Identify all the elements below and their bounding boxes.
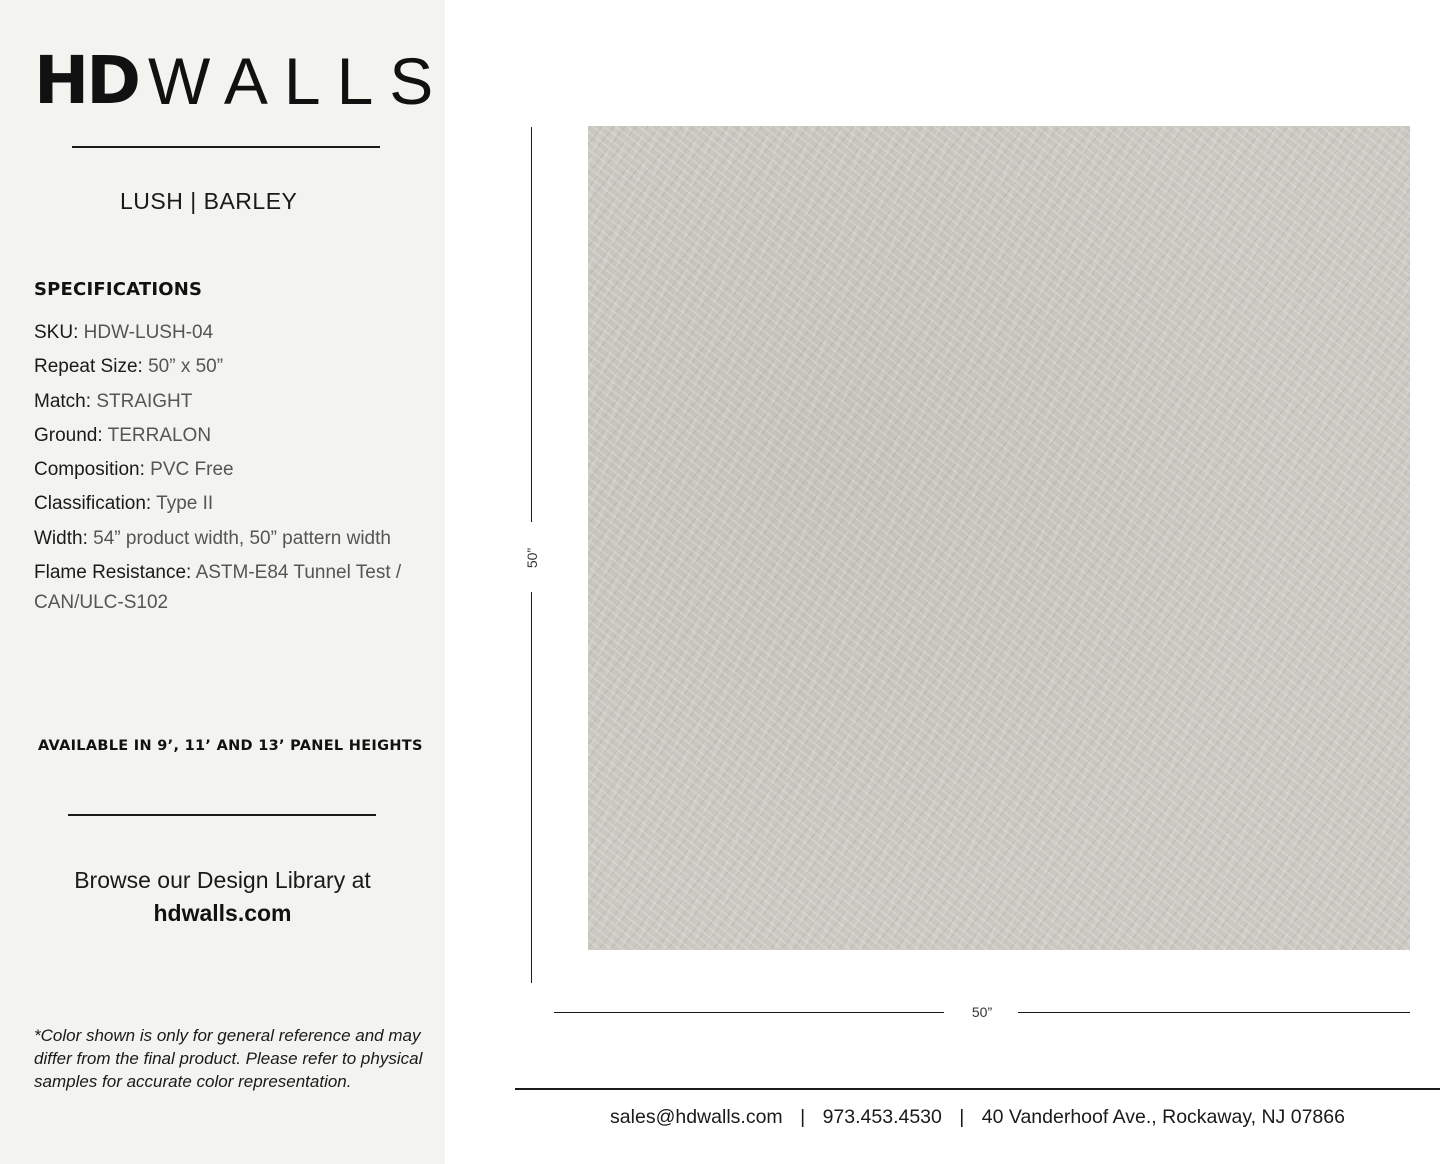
product-name: LUSH | BARLEY bbox=[120, 188, 298, 214]
browse-text: Browse our Design Library at bbox=[74, 867, 371, 893]
spec-value: ASTM-E84 Tunnel Test / CAN/ULC-S102 bbox=[34, 562, 402, 614]
spec-row-repeat-size bbox=[34, 352, 434, 386]
spec-row-composition bbox=[34, 455, 434, 489]
spec-value: Type II bbox=[156, 493, 214, 515]
spec-key: Width: bbox=[34, 527, 88, 549]
spec-key: Composition: bbox=[34, 459, 145, 481]
divider-middle bbox=[68, 814, 376, 816]
browse-library bbox=[0, 864, 445, 930]
spec-row-flame-resistance bbox=[34, 558, 434, 618]
spec-key: Flame Resistance: bbox=[34, 562, 192, 584]
contact-address: 40 Vanderhoof Ave., Rockaway, NJ 07866 bbox=[981, 1106, 1345, 1128]
footer-separator: | bbox=[959, 1106, 965, 1128]
contact-phone[interactable]: 973.453.4530 bbox=[822, 1106, 942, 1128]
contact-email[interactable]: sales@hdwalls.com bbox=[610, 1106, 783, 1128]
spec-sidebar bbox=[0, 0, 450, 1164]
brand-logo bbox=[34, 42, 450, 119]
spec-row-sku bbox=[34, 318, 434, 352]
height-dimension-line-bottom bbox=[531, 592, 532, 983]
spec-key: Ground: bbox=[34, 424, 103, 446]
contact-footer bbox=[515, 1106, 1440, 1129]
color-disclaimer: *Color shown is only for general reference and may differ from the final product. Please refer to physical samples for accurate color representation. bbox=[34, 1026, 423, 1091]
spec-value: HDW-LUSH-04 bbox=[83, 322, 214, 343]
height-dimension-line-top bbox=[531, 127, 532, 522]
spec-key: Repeat Size: bbox=[34, 356, 143, 378]
width-dimension-line-right bbox=[1018, 1012, 1410, 1013]
spec-row-classification bbox=[34, 489, 434, 523]
spec-row-width bbox=[34, 524, 434, 558]
spec-value: 50” x 50” bbox=[148, 356, 224, 378]
footer-divider bbox=[515, 1088, 1440, 1090]
website-link[interactable]: hdwalls.com bbox=[153, 900, 292, 926]
specifications-heading: SPECIFICATIONS bbox=[34, 279, 203, 300]
spec-value: TERRALON bbox=[107, 424, 212, 446]
width-dimension-label: 50” bbox=[971, 1004, 993, 1020]
width-dimension-line-left bbox=[554, 1012, 944, 1013]
height-dimension-label: 50” bbox=[524, 547, 540, 569]
spec-value: STRAIGHT bbox=[96, 390, 193, 412]
spec-key: SKU: bbox=[34, 322, 79, 343]
panel-heights-note: AVAILABLE IN 9’, 11’ AND 13’ PANEL HEIGHTS bbox=[38, 738, 423, 754]
specifications-list bbox=[34, 318, 434, 618]
spec-key: Match: bbox=[34, 390, 92, 412]
spec-row-match bbox=[34, 387, 434, 421]
pattern-swatch bbox=[588, 126, 1410, 950]
spec-row-ground bbox=[34, 421, 434, 455]
spec-key: Classification: bbox=[34, 493, 152, 515]
divider-top bbox=[72, 146, 380, 148]
spec-value: 54” product width, 50” pattern width bbox=[93, 527, 391, 549]
footer-separator: | bbox=[800, 1106, 806, 1128]
logo-light-text: WALLS bbox=[148, 44, 450, 118]
spec-value: PVC Free bbox=[150, 459, 234, 481]
logo-bold-text: HD bbox=[34, 42, 139, 119]
